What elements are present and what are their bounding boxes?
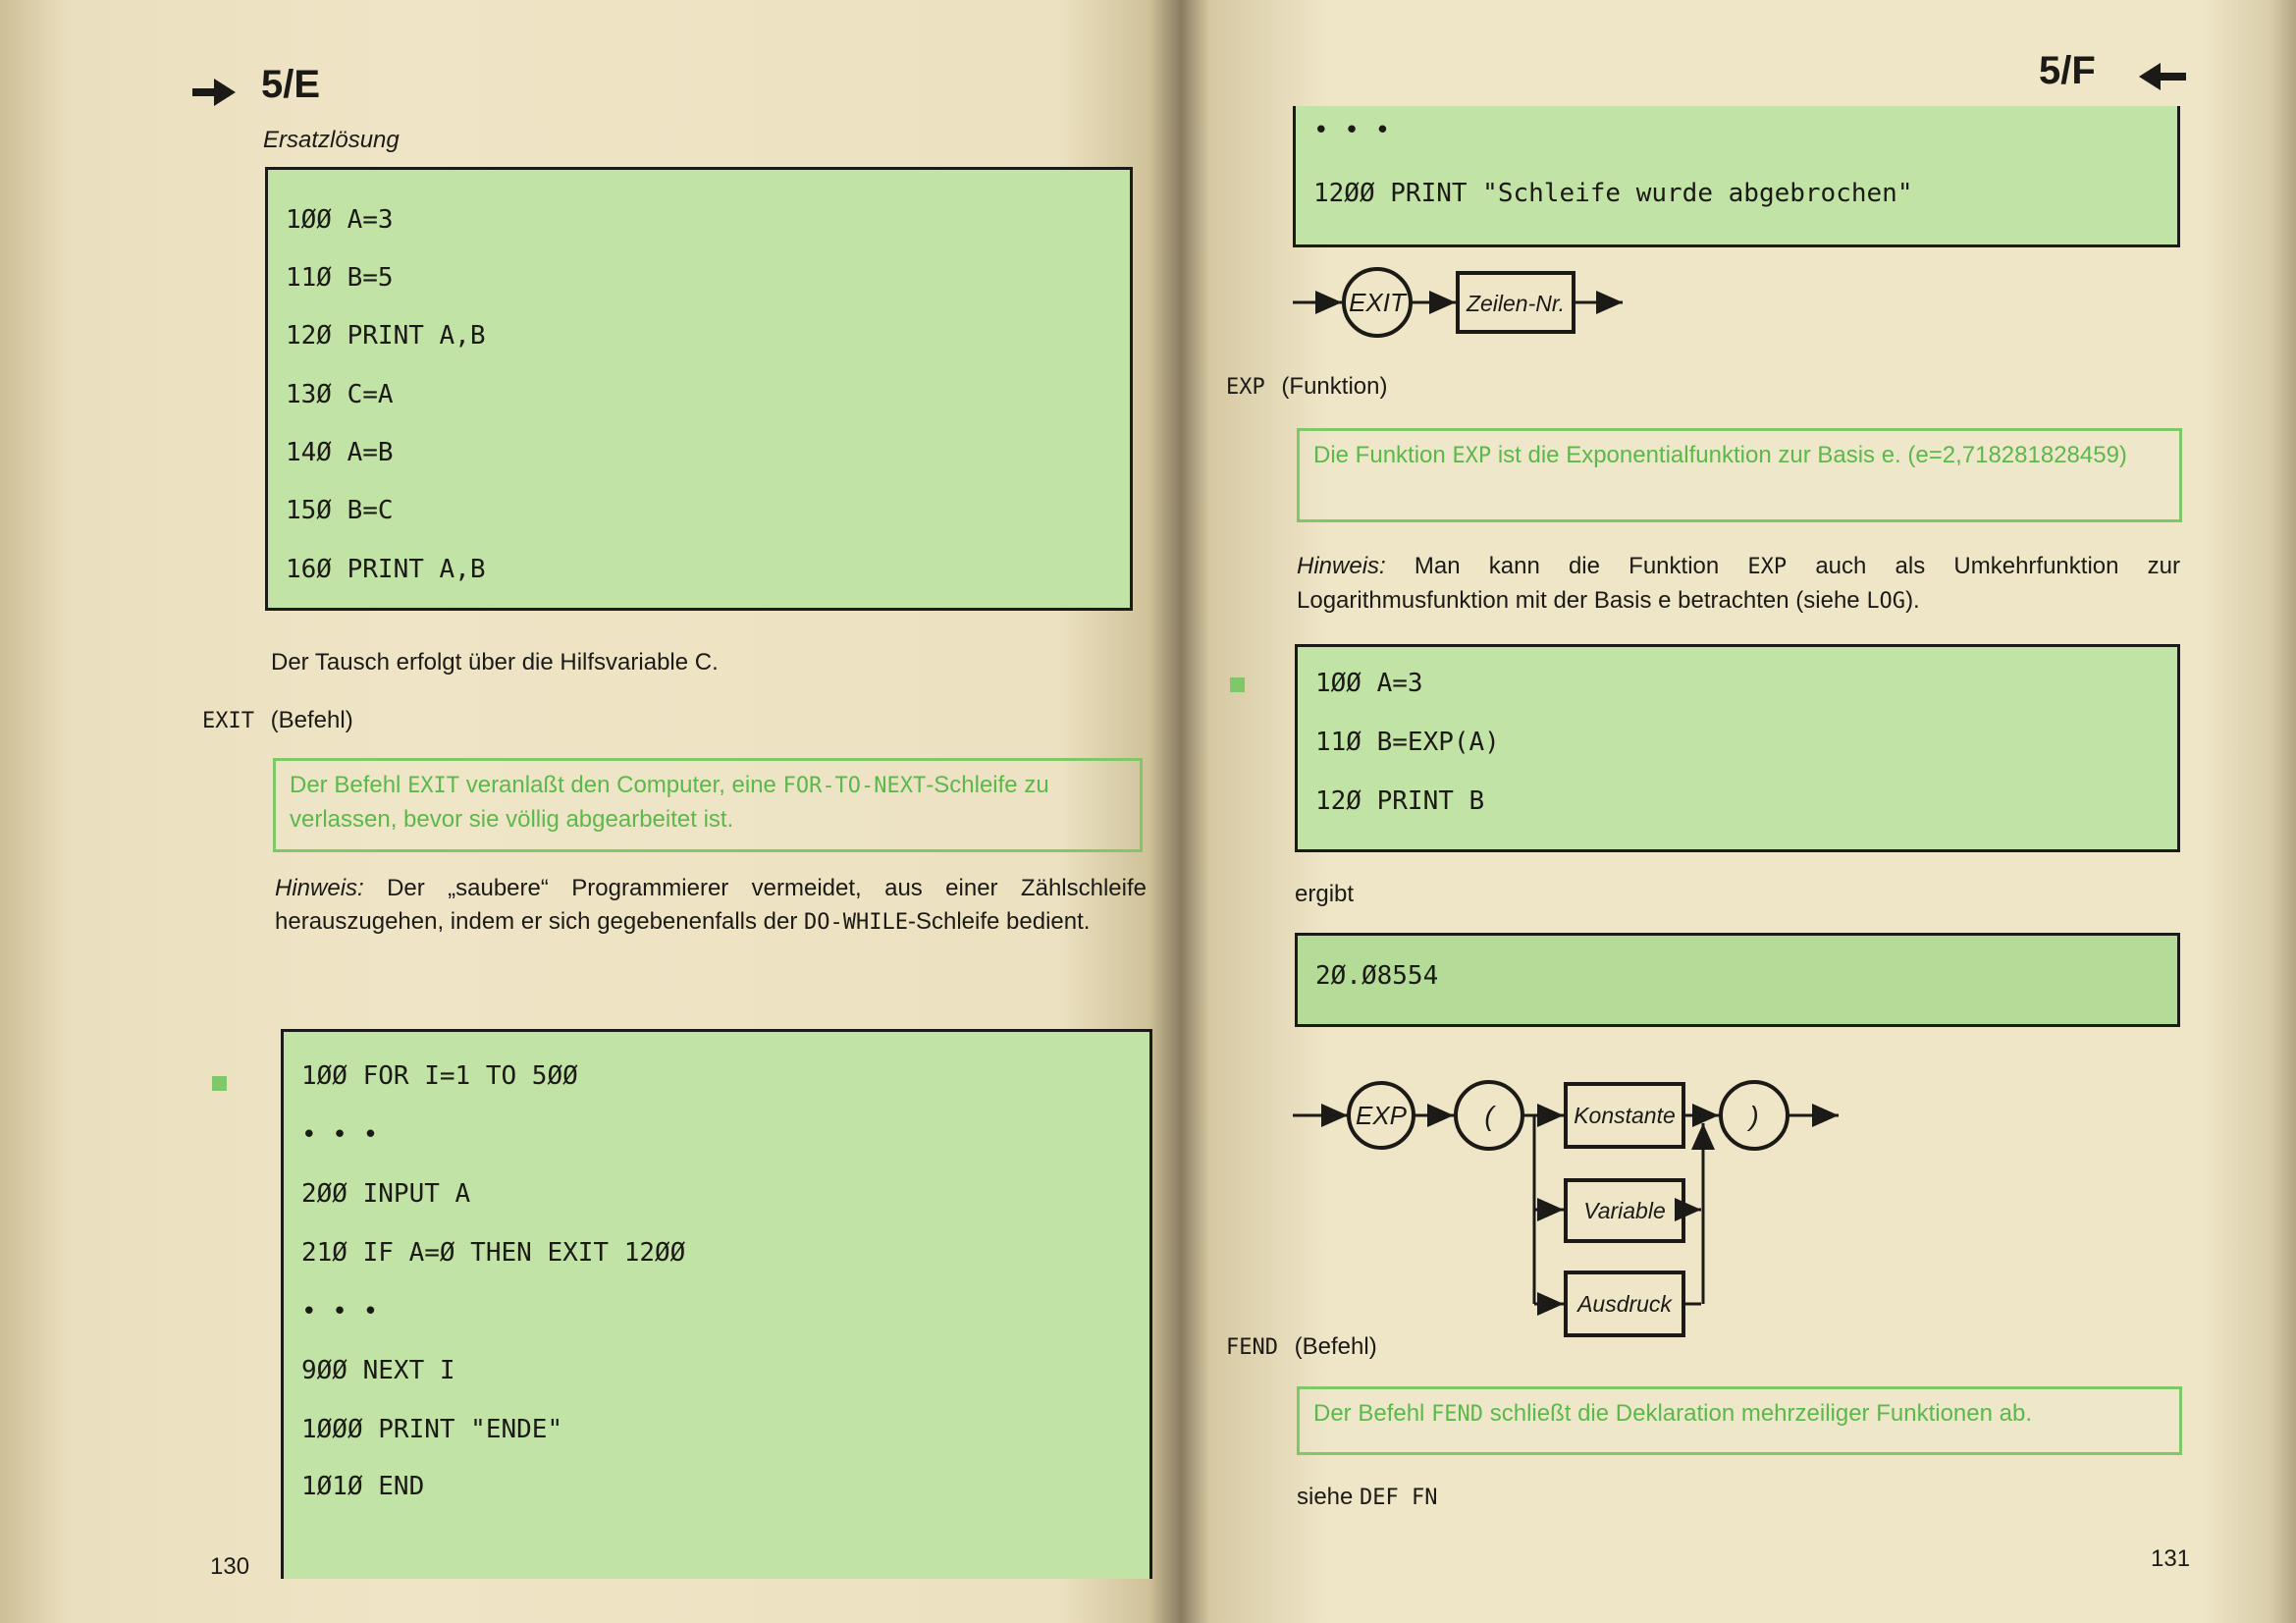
code-line: 15Ø B=C <box>286 496 394 525</box>
close-paren-label: ) <box>1749 1101 1759 1131</box>
syntax-diagram-exp <box>1289 1070 1897 1345</box>
result-box <box>1295 933 2180 1027</box>
code-line: 12ØØ PRINT "Schleife wurde abgebrochen" <box>1313 179 1913 208</box>
code-line: 1ØØ A=3 <box>1315 669 1423 698</box>
definition-exp: Die Funktion EXP ist die Exponentialfunktion zur Basis e. (e=2,718281828459) <box>1297 428 2182 522</box>
section-heading: 5/E <box>261 63 321 106</box>
definition-fend: Der Befehl FEND schließt die Deklaration mehrzeiliger Funktionen ab. <box>1297 1386 2182 1455</box>
syntax-diagram-exit <box>1289 263 1632 342</box>
code-line: 12Ø PRINT A,B <box>286 321 486 351</box>
code-line: 13Ø C=A <box>286 380 394 409</box>
arrow-left-icon <box>2137 59 2188 94</box>
variable-label: Variable <box>1583 1198 1666 1223</box>
example-marker <box>212 1076 227 1091</box>
hint-exp: Hinweis: Man kann die Funktion EXP auch als Umkehrfunktion zur Logarithmusfunktion mit der Basis e betrachten (siehe LOG). <box>1297 553 2180 614</box>
code-line: 11Ø B=EXP(A) <box>1315 728 1500 757</box>
see-also-ref: DEF FN <box>1360 1486 1438 1510</box>
note-swap: Der Tausch erfolgt über die Hilfsvariable C. <box>271 649 719 676</box>
arrow-right-icon <box>192 75 238 110</box>
term-kind: (Funktion) <box>1281 373 1388 400</box>
term-fend <box>1226 1333 1377 1361</box>
code-line: 12Ø PRINT B <box>1315 786 1485 816</box>
term-keyword: EXIT <box>202 709 254 733</box>
code-block-swap <box>265 167 1133 611</box>
code-line: 16Ø PRINT A,B <box>286 555 486 584</box>
example-marker <box>1230 677 1245 692</box>
code-line: 1ØØ FOR I=1 TO 5ØØ <box>301 1061 578 1091</box>
exp-node-label: EXP <box>1355 1101 1408 1130</box>
code-line: 2ØØ INPUT A <box>301 1179 471 1209</box>
term-kind: (Befehl) <box>270 707 353 733</box>
open-paren-label: ( <box>1484 1101 1494 1131</box>
subtitle: Ersatzlösung <box>263 127 400 153</box>
definition-exit: Der Befehl EXIT veranlaßt den Computer, eine FOR-TO-NEXT-Schleife zu verlassen, bevor sie völlig abgearbeitet ist. <box>273 758 1143 852</box>
code-block-exit <box>281 1029 1152 1579</box>
term-exit <box>202 707 353 734</box>
hint-exit: Hinweis: Der „saubere“ Programmierer vermeidet, aus einer Zählschleife herauszugehen, indem er sich gegebenenfalls der DO-WHILE-Schleife bedient. <box>275 875 1147 935</box>
code-block-exit-end <box>1293 106 2180 247</box>
exit-node-label: EXIT <box>1349 288 1406 317</box>
code-line: • • • <box>1313 116 1391 145</box>
zeilen-nr-label: Zeilen-Nr. <box>1466 291 1566 316</box>
code-line: • • • <box>301 1120 379 1150</box>
code-line: 1ØØ A=3 <box>286 205 394 235</box>
code-line: 14Ø A=B <box>286 438 394 467</box>
page-number: 131 <box>2151 1545 2191 1572</box>
code-line: 9ØØ NEXT I <box>301 1356 455 1385</box>
code-block-exp <box>1295 644 2180 852</box>
section-heading: 5/F <box>2039 49 2096 92</box>
code-line: 1Ø1Ø END <box>301 1472 425 1501</box>
result-label: ergibt <box>1295 881 1355 907</box>
konstante-label: Konstante <box>1574 1103 1676 1128</box>
right-page <box>1181 0 2296 1623</box>
term-kind: (Befehl) <box>1294 1333 1377 1360</box>
result-value: 2Ø.Ø8554 <box>1315 961 1439 991</box>
page-number: 130 <box>210 1553 250 1580</box>
code-line: 1ØØØ PRINT "ENDE" <box>301 1415 563 1444</box>
term-keyword: EXP <box>1226 375 1265 400</box>
code-line: 21Ø IF A=Ø THEN EXIT 12ØØ <box>301 1238 686 1268</box>
see-also: siehe DEF FN <box>1297 1484 1438 1510</box>
code-line: 11Ø B=5 <box>286 263 394 293</box>
term-keyword: FEND <box>1226 1335 1278 1360</box>
code-line: • • • <box>301 1297 379 1326</box>
ausdruck-label: Ausdruck <box>1577 1291 1672 1317</box>
term-exp <box>1226 373 1387 401</box>
